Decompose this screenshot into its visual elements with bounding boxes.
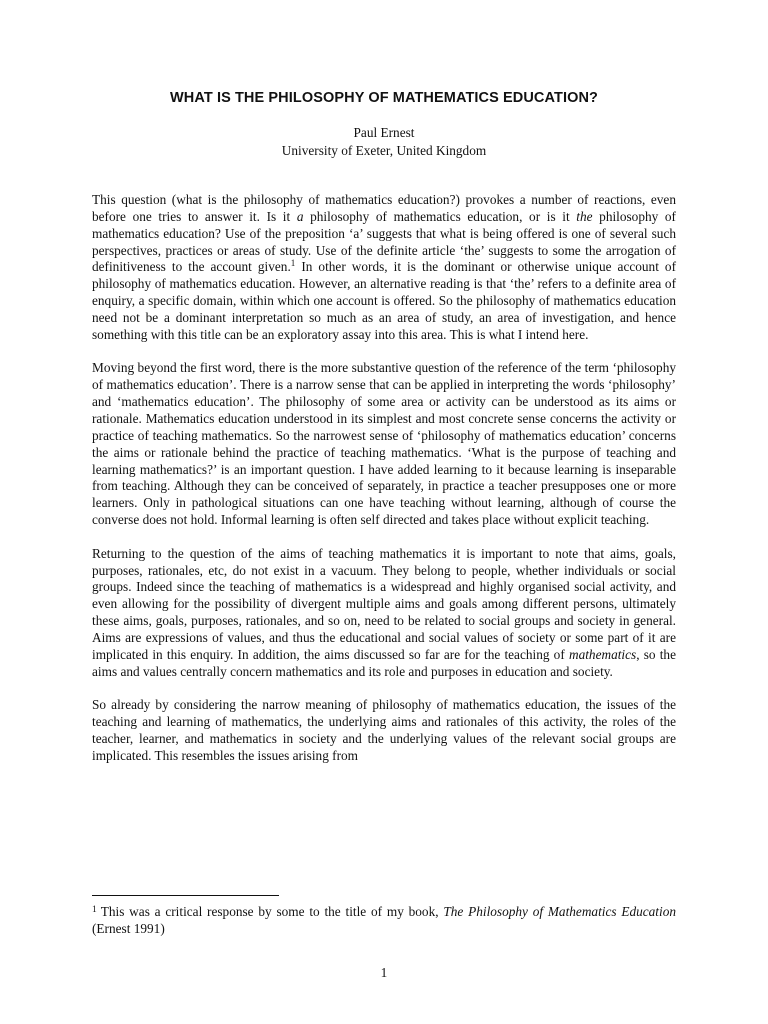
page-number: 1 [380,965,388,980]
paragraph-1-text-c: philosophy of mathematics education? Use of the preposition ‘a’ suggests that what is being offered is one of several such perspectives, practices or areas of study. Use of the definite article ‘the’ suggests to some the arrogation of definitiveness to the account given. [92,208,676,275]
paragraph-1-emphasis-a: a [296,208,304,224]
document-title: WHAT IS THE PHILOSOPHY OF MATHEMATICS EDUCATION? [170,90,598,106]
footnote-divider [92,895,279,896]
footnote-book-title: The Philosophy of Mathematics Education [443,904,676,919]
paragraph-3 [92,546,676,681]
paragraph-4: So already by considering the narrow meaning of philosophy of mathematics education, the issues of the teaching and learning of mathematics, the underlying aims and rationales of this activity, the roles of the teacher, learner, and mathematics in society and the underlying values of the relevant social groups are implicated. This resembles the issues arising from [92,697,676,763]
paragraph-1 [92,192,676,344]
footnote [92,903,676,937]
paragraph-1-text-a: This question (what is the philosophy of mathematics education?) provokes a number of reactions, even before one tries to answer it. Is it [92,192,676,224]
footnote-mark: 1 [92,905,97,915]
body-text [92,192,676,782]
paragraph-1-emphasis-the: the [576,208,593,224]
paragraph-1-text-d: In other words, it is the dominant or otherwise unique account of philosophy of mathematics education. However, an alternative reading is that ‘the’ refers to a definite area of enquiry, a specific domain, within which one account is offered. So the philosophy of mathematics education need not be a dominant interpretation so much as an area of study, an area of investigation, and hence something with this title can be an exploratory assay into this area. This is what I intend here. [92,259,676,342]
paragraph-3-text-b: , so the aims and values centrally concern mathematics and its role and purposes in education and society. [92,646,676,679]
author-name: Paul Ernest [353,125,415,140]
paragraph-3-emphasis-mathematics: mathematics [568,646,637,662]
footnote-text: This was a critical response by some to the title of my book, [100,904,444,919]
author-block [92,124,676,160]
paragraph-1-text-b: philosophy of mathematics education, or is it [303,208,577,224]
paragraph-2: Moving beyond the first word, there is the more substantive question of the reference of the term ‘philosophy of mathematics education’. There is a narrow sense that can be applied in interpreting the words ‘philosophy’ and ‘mathematics education’. The philosophy of some area or activity can be understood as its aims or rationale. Mathematics education understood in its simplest and most concrete sense concerns the activity or practice of teaching mathematics. So the narrowest sense of ‘philosophy of mathematics education’ concerns the aims or rationale behind the practice of teaching mathematics. ‘What is the purpose of teaching and learning mathematics?’ is an important question. I have added learning to it because learning is inseparable from teaching. Although they can be conceived of separately, in practice a teacher presupposes one or more learners. Only in pathological situations can one have teaching without learning, although of course the converse does not hold. Informal learning is often self directed and takes place without explicit teaching. [92,360,676,528]
footnote-reference[interactable]: 1 [290,258,296,269]
author-affiliation: University of Exeter, United Kingdom [281,143,487,158]
footnote-citation: (Ernest 1991) [92,921,165,936]
paragraph-3-text-a: Returning to the question of the aims of teaching mathematics it is important to note that aims, goals, purposes, rationales, etc, do not exist in a vacuum. They belong to people, whether individuals or social groups. Indeed since the teaching of mathematics is a widespread and highly organised social activity, and even allowing for the possibility of divergent multiple aims and goals among different persons, ultimately these aims, goals, purposes, rationales, and so on, need to be related to social groups and society in general. Aims are expressions of values, and thus the educational and social values of society or some part of it are implicated in this enquiry. In addition, the aims discussed so far are for the teaching of [92,545,676,662]
